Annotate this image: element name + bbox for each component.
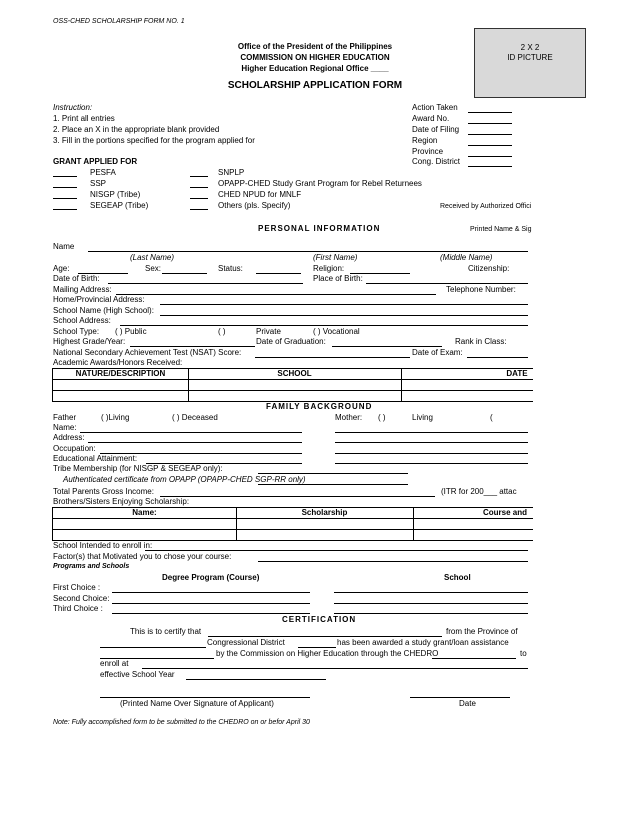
- name-field[interactable]: [88, 251, 528, 252]
- header-office: Office of the President of the Philippines: [237, 42, 393, 51]
- religion-label: Religion:: [313, 264, 345, 273]
- grant-option: SEGEAP (Tribe): [90, 201, 149, 210]
- parent-address-label: Address:: [53, 433, 85, 442]
- mother-occupation-field[interactable]: [335, 453, 528, 454]
- tribe-field[interactable]: [258, 473, 408, 474]
- father-deceased-option[interactable]: ( ) Deceased: [172, 413, 218, 422]
- grant-heading: GRANT APPLIED FOR: [53, 157, 138, 166]
- cert-enroll-label: enroll at: [100, 659, 129, 668]
- rank-label: Rank in Class:: [455, 337, 507, 346]
- cert-province-field[interactable]: [100, 647, 206, 648]
- occupation-label: Occupation:: [53, 444, 96, 453]
- third-choice-course-field[interactable]: [112, 613, 310, 614]
- grant-checkbox-npud[interactable]: [190, 198, 208, 199]
- highest-grade-field[interactable]: [130, 346, 255, 347]
- mother-label: Mother:: [335, 413, 363, 422]
- third-choice-school-field[interactable]: [334, 613, 528, 614]
- cong-district-label: Cong. District: [412, 157, 461, 166]
- award-no-field[interactable]: [468, 123, 512, 124]
- school-address-label: School Address:: [53, 316, 111, 325]
- cert-line2-start: Congressional District: [207, 638, 285, 647]
- action-taken-field[interactable]: [468, 112, 512, 113]
- instruction-item: 1. Print all entries: [53, 114, 115, 123]
- cert-school-year-label: effective School Year: [100, 670, 175, 679]
- siblings-label: Brothers/Sisters Enjoying Scholarship:: [53, 497, 190, 506]
- awards-table: [52, 368, 533, 402]
- certification-heading: CERTIFICATION: [282, 615, 357, 624]
- instruction-heading: Instruction:: [53, 103, 93, 112]
- grant-option: CHED NPUD for MNLF: [218, 190, 302, 199]
- signature-date-field[interactable]: [410, 697, 510, 698]
- programs-heading: Programs and Schools: [53, 563, 130, 570]
- father-label: Father: [53, 413, 77, 422]
- private-option: Private: [256, 327, 281, 336]
- date-of-birth-field[interactable]: [108, 283, 303, 284]
- cert-line1-start: This is to certify that: [130, 627, 202, 636]
- school-name-label: School Name (High School):: [53, 306, 154, 315]
- school-heading: School: [444, 573, 471, 582]
- opapp-certificate-field[interactable]: [258, 484, 408, 485]
- form-number: OSS-CHED SCHOLARSHIP FORM NO. 1: [53, 18, 185, 25]
- cert-line3-start: by the Commission on Higher Education through the CHEDRO: [216, 649, 439, 658]
- school-intended-field[interactable]: [145, 550, 528, 551]
- income-field[interactable]: [160, 496, 435, 497]
- col-date: DATE: [506, 369, 528, 378]
- applicant-signature-label: (Printed Name Over Signature of Applicant): [120, 699, 274, 708]
- place-of-birth-field[interactable]: [366, 283, 528, 284]
- cert-name-field[interactable]: [208, 636, 442, 637]
- personal-info-heading: PERSONAL INFORMATION: [258, 224, 381, 233]
- school-address-field[interactable]: [120, 325, 528, 326]
- region-label: Region: [412, 136, 438, 145]
- siblings-table: [52, 507, 533, 541]
- factors-field[interactable]: [258, 561, 528, 562]
- cong-district-field[interactable]: [468, 166, 512, 167]
- grant-option: SSP: [90, 179, 107, 188]
- cert-chedro-field[interactable]: [432, 658, 516, 659]
- name-label: Name: [53, 242, 75, 251]
- mother-living-label: Living: [412, 413, 433, 422]
- graduation-date-label: Date of Graduation:: [256, 337, 326, 346]
- second-choice-school-field[interactable]: [334, 603, 528, 604]
- grant-option: OPAPP-CHED Study Grant Program for Rebel Returnees: [218, 179, 422, 188]
- grant-option: PESFA: [90, 168, 116, 177]
- grant-checkbox-others[interactable]: [190, 209, 208, 210]
- public-option[interactable]: ( ) Public: [115, 327, 147, 336]
- instruction-item: 3. Fill in the portions specified for the program applied for: [53, 136, 255, 145]
- id-picture-box[interactable]: [474, 28, 586, 98]
- grant-option: NISGP (Tribe): [90, 190, 141, 199]
- instruction-item: 2. Place an X in the appropriate blank provided: [53, 125, 220, 134]
- nsat-label: National Secondary Achievement Test (NSAT) Score:: [53, 348, 242, 357]
- school-name-field[interactable]: [160, 315, 528, 316]
- degree-program-heading: Degree Program (Course): [162, 573, 260, 582]
- col-course: Course and: [483, 508, 528, 517]
- home-address-label: Home/Provincial Address:: [53, 295, 145, 304]
- status-label: Status:: [218, 264, 243, 273]
- form-title: SCHOLARSHIP APPLICATION FORM: [227, 80, 403, 91]
- grant-checkbox-nisgp[interactable]: [53, 198, 77, 199]
- first-name-caption: (First Name): [313, 253, 358, 262]
- father-living-option[interactable]: ( )Living: [101, 413, 130, 422]
- province-field[interactable]: [468, 156, 512, 157]
- home-address-field[interactable]: [160, 304, 528, 305]
- col-nature: NATURE/DESCRIPTION: [75, 369, 166, 378]
- father-address-field[interactable]: [88, 442, 302, 443]
- id-picture-size: 2 X 2: [520, 43, 540, 52]
- col-sibling-name: Name:: [132, 508, 157, 517]
- middle-name-caption: (Middle Name): [440, 253, 493, 262]
- family-heading: FAMILY BACKGROUND: [266, 402, 373, 411]
- exam-date-label: Date of Exam:: [412, 348, 463, 357]
- cert-school-year-field[interactable]: [186, 679, 326, 680]
- submission-note: Note: Fully accomplished form to be submitted to the CHEDRO on or befor April 30: [53, 719, 310, 726]
- mailing-address-field[interactable]: [116, 294, 436, 295]
- itr-label: (ITR for 200___ attac: [441, 487, 517, 496]
- telephone-label: Telephone Number:: [446, 285, 516, 294]
- date-of-filing-field[interactable]: [468, 134, 512, 135]
- cert-enroll-field[interactable]: [142, 668, 528, 669]
- age-label: Age:: [53, 264, 70, 273]
- header-commission: COMMISSION ON HIGHER EDUCATION: [240, 53, 390, 62]
- region-field[interactable]: [468, 145, 512, 146]
- nsat-field[interactable]: [255, 357, 410, 358]
- printed-name-signature-label: Printed Name & Sig: [470, 226, 532, 233]
- signature-date-label: Date: [459, 699, 476, 708]
- award-no-label: Award No.: [412, 114, 450, 123]
- school-intended-label: School Intended to enroll in:: [53, 541, 153, 550]
- mother-checkbox-2[interactable]: (: [490, 413, 493, 422]
- sex-label: Sex:: [145, 264, 162, 273]
- opapp-certificate-label: Authenticated certificate from OPAPP (OPAPP-CHED SGP-RR only): [63, 475, 306, 484]
- grant-checkbox-pesfa[interactable]: [53, 176, 77, 177]
- received-by-label: Received by Authorized Offici: [440, 203, 532, 210]
- father-name-field[interactable]: [80, 432, 302, 433]
- grant-option: Others (pls. Specify): [218, 201, 291, 210]
- exam-date-field[interactable]: [467, 357, 528, 358]
- id-picture-label: ID PICTURE: [507, 53, 553, 62]
- province-label: Province: [412, 147, 444, 156]
- action-taken-label: Action Taken: [412, 103, 458, 112]
- last-name-caption: (Last Name): [130, 253, 175, 262]
- factors-label: Factor(s) that Motivated you to chose your course:: [53, 552, 232, 561]
- tribe-label: Tribe Membership (for NISGP & SEGEAP only):: [53, 464, 223, 473]
- mother-education-field[interactable]: [335, 463, 528, 464]
- education-label: Educational Attainment:: [53, 454, 138, 463]
- parent-name-label: Name:: [53, 423, 77, 432]
- cert-line3-end: to: [520, 649, 527, 658]
- place-of-birth-label: Place of Birth:: [313, 274, 363, 283]
- mother-address-field[interactable]: [335, 442, 528, 443]
- third-choice-label: Third Choice :: [53, 604, 103, 613]
- col-scholarship: Scholarship: [301, 508, 348, 517]
- first-choice-label: First Choice :: [53, 583, 101, 592]
- first-choice-school-field[interactable]: [334, 592, 528, 593]
- first-choice-course-field[interactable]: [112, 592, 310, 593]
- cert-line1-end: from the Province of: [446, 627, 518, 636]
- second-choice-label: Second Choice:: [53, 594, 110, 603]
- col-school: SCHOOL: [277, 369, 312, 378]
- grant-checkbox-segeap[interactable]: [53, 209, 77, 210]
- cert-line2-end: has been awarded a study grant/loan assistance: [337, 638, 509, 647]
- grant-checkbox-snplp[interactable]: [190, 176, 208, 177]
- date-of-birth-label: Date of Birth:: [53, 274, 100, 283]
- vocational-option[interactable]: ( ) Vocational: [313, 327, 360, 336]
- applicant-signature-field[interactable]: [100, 697, 310, 698]
- grant-checkbox-ssp[interactable]: [53, 187, 77, 188]
- mother-name-field[interactable]: [335, 432, 528, 433]
- grant-option: SNPLP: [218, 168, 245, 177]
- header-regional-office: Higher Education Regional Office ____: [241, 64, 389, 73]
- private-checkbox[interactable]: ( ): [218, 327, 226, 336]
- income-label: Total Parents Gross Income:: [53, 487, 154, 496]
- awards-label: Academic Awards/Honors Received:: [53, 358, 183, 367]
- citizenship-label: Citizenship:: [468, 264, 510, 273]
- second-choice-course-field[interactable]: [112, 603, 310, 604]
- mother-checkbox[interactable]: ( ): [378, 413, 386, 422]
- graduation-date-field[interactable]: [332, 346, 442, 347]
- grant-checkbox-opapp[interactable]: [190, 187, 208, 188]
- status-field[interactable]: [256, 273, 301, 274]
- sex-field[interactable]: [162, 273, 207, 274]
- mailing-address-label: Mailing Address:: [53, 285, 112, 294]
- date-of-filing-label: Date of Filing: [412, 125, 460, 134]
- cert-district-field[interactable]: [298, 647, 336, 648]
- highest-grade-label: Highest Grade/Year:: [53, 337, 126, 346]
- school-type-label: School Type:: [53, 327, 100, 336]
